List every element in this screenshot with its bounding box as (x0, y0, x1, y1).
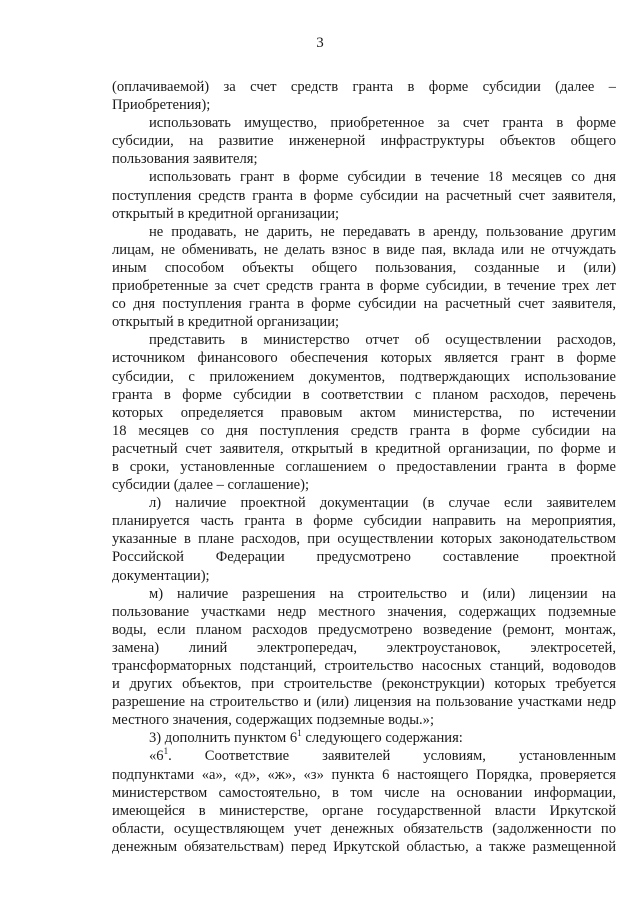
text-line: гранта в форме субсидии в соответствии с планом расходов, перечень (112, 386, 616, 403)
text-line: замена) линий электропередач, электроустановок, электросетей, (112, 639, 616, 656)
text-line: лицам, не обменивать, не делать взнос в виде пая, вклада или не отчуждать (112, 241, 616, 258)
text-line: Приобретения); (112, 97, 211, 114)
text-line: м) наличие разрешения на строительство и (или) лицензии на (149, 585, 616, 602)
superscript-one: 1 (297, 729, 302, 739)
text-line: пользования заявителя; (112, 151, 258, 168)
text-line: пользование участками недр местного значения, содержащих подземные (112, 603, 616, 620)
paragraph (112, 585, 616, 730)
text-line: министерством самостоятельно, в том числе на основании информации, (112, 784, 616, 801)
text-line: планируется часть гранта в форме субсидии направить на мероприятия, (112, 513, 616, 530)
text-line: которых определяется правовым актом министерства, по истечении (112, 404, 616, 421)
paragraph (112, 747, 616, 856)
paragraph (112, 78, 616, 114)
text-line: расчетный счет заявителя, открытый в кредитной организации, по форме и (112, 440, 616, 457)
text-line: имеющейся в министерстве, органе государственной власти Иркутской (112, 802, 616, 819)
paragraph (112, 729, 616, 747)
text-line: представить в министерство отчет об осуществлении расходов, (149, 332, 616, 349)
text-line: со дня поступления гранта в форме субсидии на расчетный счет заявителя, (112, 296, 616, 313)
text-line: субсидии, на развитие инженерной инфраструктуры объектов общего (112, 133, 616, 150)
text-line: и других объектов, при строительстве (реконструкции) которых требуется (112, 676, 616, 693)
paragraph (112, 494, 616, 584)
text-line: приобретенные за счет средств гранта в форме субсидии, в течение трех лет (112, 278, 616, 295)
superscript-one: 1 (163, 747, 169, 757)
document-body (112, 78, 616, 856)
text-line: «$6^1$. Соответствие заявителей условиям, установленным (149, 747, 616, 765)
text-line: разрешение на строительство и (или) лицензия на пользование участками недр (112, 694, 616, 711)
text-line: воды, если планом расходов предусмотрено возведение (ремонт, монтаж, (112, 621, 616, 638)
text-line: л) наличие проектной документации (в случае если заявителем (149, 495, 616, 512)
text-line: 18 месяцев со дня поступления средств гранта в форме субсидии на (112, 422, 616, 439)
paragraph (112, 168, 616, 222)
text-line: подпунктами «а», «д», «ж», «з» пункта 6 настоящего Порядка, проверяется (112, 766, 616, 783)
paragraph (112, 223, 616, 332)
text-line: (оплачиваемой) за счет средств гранта в форме субсидии (далее – (112, 79, 616, 95)
text-line: использовать грант в форме субсидии в течение 18 месяцев со дня (149, 169, 616, 186)
text-line: не продавать, не дарить, не передавать в аренду, пользование другим (149, 223, 616, 240)
text-line: источником финансового обеспечения которых является грант в форме (112, 350, 616, 367)
paragraph (112, 114, 616, 168)
text-line: открытый в кредитной организации; (112, 314, 340, 331)
text-line: области, осуществляющем учет денежных обязательств (задолженности по (112, 820, 616, 837)
text-line: местного значения, содержащих подземные воды.»; (112, 712, 435, 729)
text-line: поступления средств гранта в форме субсидии на расчетный счет заявителя, (112, 187, 616, 204)
text-line: открытый в кредитной организации; (112, 205, 340, 222)
text-line: трансформаторных подстанций, строительство насосных станций, водоводов (112, 658, 616, 674)
text-line: в сроки, установленные соглашением о предоставлении гранта в форме (112, 458, 616, 475)
text-line: указанные в плане расходов, при осуществлении которых законодательством (112, 531, 616, 548)
text-line: Российской Федерации предусмотрено составление проектной (112, 549, 616, 566)
paragraph (112, 331, 616, 494)
text-line: денежным обязательствам) перед Иркутской областью, а также размещенной (112, 838, 616, 855)
text-line: субсидии (далее – соглашение); (112, 477, 310, 494)
page-number: 3 (316, 35, 324, 51)
text-line: использовать имущество, приобретенное за счет гранта в форме (149, 115, 616, 132)
text-line: иным способом объекты общего пользования, созданные и (или) (112, 259, 616, 276)
text-line: 3) дополнить пунктом $6^1$ следующего содержания: (149, 729, 463, 747)
text-line: субсидии, с приложением документов, подтверждающих использование (112, 368, 616, 385)
text-line: документации); (112, 567, 210, 584)
